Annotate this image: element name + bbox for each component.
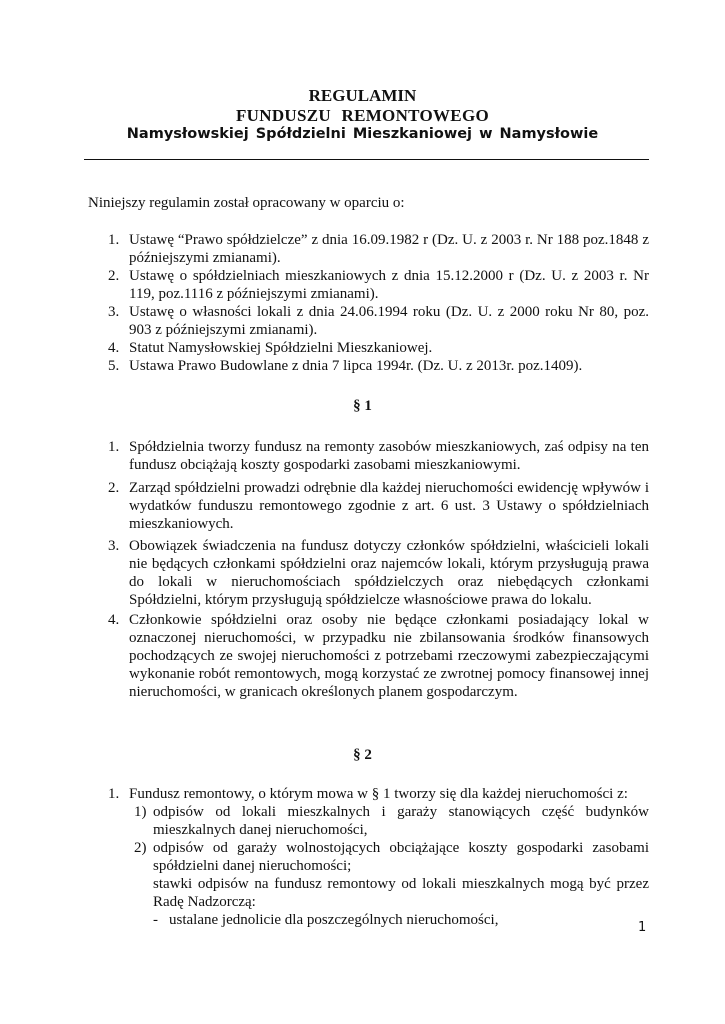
subitem-text: odpisów od lokali mieszkalnych i garaży stanowiących część budynków mieszkalnych danej nieruchomości, [153, 804, 649, 838]
list-item [88, 267, 649, 303]
item-number: 3. [108, 538, 120, 554]
item-number: 3. [108, 304, 120, 320]
item-text: Spółdzielnia tworzy fundusz na remonty zasobów mieszkaniowych, zaś odpisy na ten fundusz obciążają koszty gospodarki zasobami mieszkaniowymi. [129, 439, 649, 473]
item-text: Zarząd spółdzielni prowadzi odrębnie dla każdej nieruchomości ewidencję wpływów i wydatków funduszu remontowego zgodnie z art. 6 ust. 3 Ustawy o spółdzielniach mieszkaniowych. [129, 480, 649, 532]
dash-item-text: ustalane jednolicie dla poszczególnych nieruchomości, [169, 912, 499, 928]
item-number: 5. [108, 358, 120, 374]
dash-marker: - [153, 912, 158, 928]
item-text: Ustawę o spółdzielniach mieszkaniowych z dnia 15.12.2000 r (Dz. U. z 2003 r. Nr 119, poz.1116 z późniejszymi zmianami). [129, 268, 649, 302]
page-number: 1 [638, 920, 647, 935]
section1-item-1 [88, 438, 649, 474]
item-text: Ustawę o własności lokali z dnia 24.06.1994 roku (Dz. U. z 2000 roku Nr 80, poz. 903 z późniejszymi zmianami). [129, 304, 649, 338]
item-number: 2. [108, 268, 120, 284]
header-divider [84, 159, 649, 160]
item-text: Członkowie spółdzielni oraz osoby nie będące członkami posiadający lokal w oznaczonej nieruchomości, w przypadku nie zbilansowania środków finansowych pochodzących ze swojej nieruchomości z potrzebami rzeczowymi zabezpieczającymi wykonanie robót remontowych, mogą korzystać ze zwrotnej pomocy finansowej innej nieruchomości, w granicach określonych planem gospodarczym. [129, 612, 649, 700]
item-text: Ustawę “Prawo spółdzielcze” z dnia 16.09.1982 r (Dz. U. z 2003 r. Nr 188 poz.1848 z późniejszymi zmianami). [129, 232, 649, 266]
list-item [88, 231, 649, 267]
section2-item-1 [88, 785, 649, 803]
list-item [88, 339, 649, 357]
subitem-number: 1) [134, 804, 147, 820]
section2-subitem-1 [112, 803, 649, 839]
legal-basis-list [88, 231, 649, 375]
document-subtitle: Namysłowskiej Spółdzielni Mieszkaniowej w Namysłowie [126, 126, 599, 142]
section2-subitem-2 [112, 839, 649, 875]
list-item [88, 303, 649, 339]
subitem-number: 2) [134, 840, 147, 856]
rates-paragraph: stawki odpisów na fundusz remontowy od lokali mieszkalnych mogą być przez Radę Nadzorczą: [153, 876, 649, 910]
item-text: Statut Namysłowskiej Spółdzielni Mieszkaniowej. [129, 340, 433, 356]
section1-item-4 [88, 611, 649, 701]
item-number: 1. [108, 232, 120, 248]
item-number: 2. [108, 480, 120, 496]
item-text: Ustawa Prawo Budowlane z dnia 7 lipca 1994r. (Dz. U. z 2013r. poz.1409). [129, 358, 583, 374]
subitem-text: odpisów od garaży wolnostojących obciążające koszty gospodarki zasobami spółdzielni danej nieruchomości; [153, 840, 649, 874]
dash-list-item [153, 911, 498, 929]
item-text: Fundusz remontowy, o którym mowa w § 1 tworzy się dla każdej nieruchomości z: [129, 786, 628, 802]
document-title-line2: FUNDUSZU REMONTOWEGO [235, 106, 489, 125]
section1-item-2 [88, 479, 649, 533]
item-text: Obowiązek świadczenia na fundusz dotyczy członków spółdzielni, właścicieli lokali nie będących członkami spółdzielni oraz najemców lokali, którym przysługują prawa do lokali w nieruchomościach spółdzielczych oraz niebędących członkami Spółdzielni, którym przysługują spółdzielcze własnościowe prawa do lokalu. [129, 538, 649, 608]
item-number: 1. [108, 786, 120, 802]
item-number: 4. [108, 612, 120, 628]
intro-text: Niniejszy regulamin został opracowany w oparciu o: [88, 195, 405, 211]
section-heading-2: § 2 [353, 747, 372, 763]
section-heading-1: § 1 [353, 398, 372, 414]
item-number: 4. [108, 340, 120, 356]
document-title: REGULAMIN [308, 86, 417, 105]
list-item [88, 357, 649, 375]
section1-item-3 [88, 537, 649, 609]
item-number: 1. [108, 439, 120, 455]
